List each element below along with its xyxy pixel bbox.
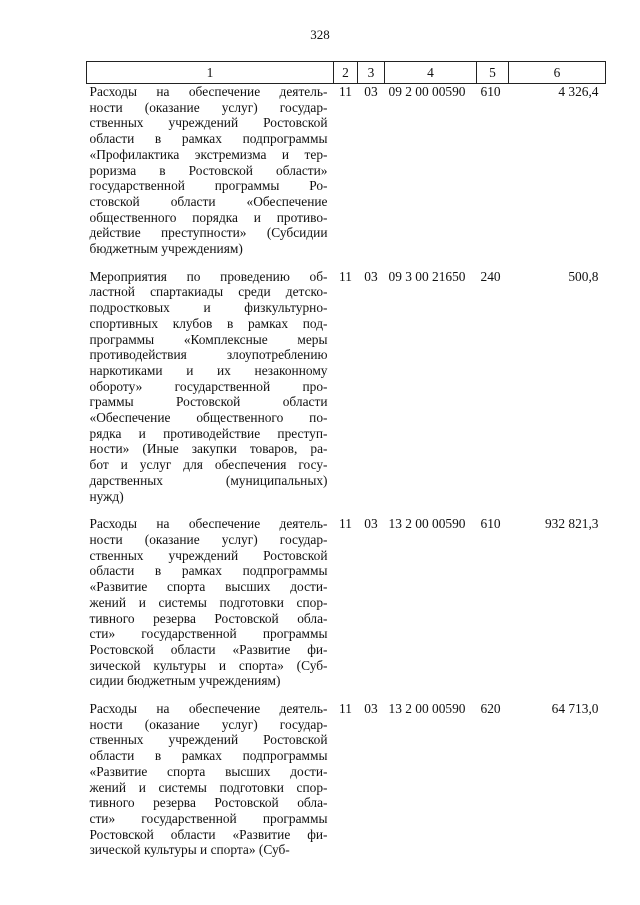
description-line: зической культуры и спорта» (Суб- <box>89 657 328 673</box>
header-col-6: 6 <box>509 62 606 84</box>
description-line: сидии бюджетным учреждениям) <box>89 673 281 689</box>
description-line: ности (оказание услуг) государ- <box>89 99 328 115</box>
header-col-3: 3 <box>358 62 385 84</box>
budget-table <box>86 61 606 870</box>
description-line: нужд) <box>89 488 124 504</box>
description-line: дарственных (муниципальных) <box>89 472 328 488</box>
row-vr: 610 <box>480 516 501 532</box>
description-line: общественного порядка и противо- <box>89 209 328 225</box>
description-line: противодействия злоупотреблению <box>89 347 328 363</box>
description-line: зической культуры и спорта» (Суб- <box>89 842 290 858</box>
description-line: программы «Комплексные меры <box>89 331 328 347</box>
description-line: стовской области «Обеспечение <box>89 193 328 209</box>
row-rz: 11 <box>339 84 352 99</box>
table-header-row <box>87 62 606 84</box>
description-line: бот и услуг для обеспечения госу- <box>89 457 328 473</box>
description-line: рядка и противодействие преступ- <box>89 425 328 441</box>
description-line: спортивных клубов в рамках под- <box>89 315 328 331</box>
row-vr: 620 <box>480 701 501 717</box>
description-line: ности (оказание услуг) государ- <box>89 716 328 732</box>
header-col-2: 2 <box>334 62 358 84</box>
description-line: Ростовской области «Развитие фи- <box>89 641 328 657</box>
row-csr: 09 3 00 21650 <box>388 268 466 284</box>
description-line: сти» государственной программы <box>89 626 328 642</box>
row-pr: 03 <box>364 516 378 532</box>
row-vr: 610 <box>480 84 501 99</box>
table-row <box>87 84 606 269</box>
description-line: сти» государственной программы <box>89 810 328 826</box>
description-line: ности» (Иные закупки товаров, ра- <box>89 441 328 457</box>
description-line: «Обеспечение общественного по- <box>89 410 328 426</box>
table-row <box>87 516 606 701</box>
row-description <box>87 701 334 870</box>
description-line: Расходы на обеспечение деятель- <box>89 701 328 717</box>
description-line: «Развитие спорта высших дости- <box>89 763 328 779</box>
row-csr: 09 2 00 00590 <box>388 84 466 99</box>
row-csr: 13 2 00 00590 <box>388 701 466 717</box>
row-vr: 240 <box>480 268 501 284</box>
description-line: роризма в Ростовской области» <box>89 162 328 178</box>
row-description <box>87 269 334 517</box>
description-line: бюджетным учреждениям) <box>89 241 243 257</box>
description-line: тивного резерва Ростовской обла- <box>89 795 328 811</box>
description-line: ственных учреждений Ростовской <box>89 547 328 563</box>
description-line: наркотиками и их незаконному <box>89 362 328 378</box>
description-line: области в рамках подпрограммы <box>89 563 328 579</box>
row-amount: 4 326,4 <box>558 84 599 99</box>
description-line: граммы Ростовской области <box>89 394 328 410</box>
page-number: 328 <box>310 27 330 42</box>
description-line: Ростовской области «Развитие фи- <box>89 826 328 842</box>
description-line: подростковых и физкультурно- <box>89 300 328 316</box>
table-body <box>87 84 606 871</box>
description-line: тивного резерва Ростовской обла- <box>89 610 328 626</box>
row-rz: 11 <box>339 268 352 284</box>
description-line: действие преступности» (Субсидии <box>89 225 328 241</box>
row-rz: 11 <box>339 701 352 717</box>
row-amount: 932 821,3 <box>544 516 599 532</box>
description-line: Мероприятия по проведению об- <box>89 268 328 284</box>
header-col-5: 5 <box>477 62 509 84</box>
description-line: области в рамках подпрограммы <box>89 748 328 764</box>
row-rz: 11 <box>339 516 352 532</box>
row-csr: 13 2 00 00590 <box>388 516 466 532</box>
row-amount: 64 713,0 <box>551 701 599 717</box>
row-description <box>87 84 334 269</box>
description-line: ластной спартакиады среди детско- <box>89 284 328 300</box>
row-pr: 03 <box>364 701 378 717</box>
description-line: обороту» государственной про- <box>89 378 328 394</box>
description-line: жений и системы подготовки спор- <box>89 594 328 610</box>
row-pr: 03 <box>364 268 378 284</box>
header-col-4: 4 <box>385 62 477 84</box>
row-amount: 500,8 <box>568 268 599 284</box>
description-line: Расходы на обеспечение деятель- <box>89 516 328 532</box>
description-line: области в рамках подпрограммы <box>89 131 328 147</box>
description-line: ности (оказание услуг) государ- <box>89 531 328 547</box>
description-line: жений и системы подготовки спор- <box>89 779 328 795</box>
row-description <box>87 516 334 701</box>
description-line: «Развитие спорта высших дости- <box>89 579 328 595</box>
description-line: «Профилактика экстремизма и тер- <box>89 146 328 162</box>
row-pr: 03 <box>364 84 378 99</box>
header-col-1: 1 <box>87 62 334 84</box>
description-line: ственных учреждений Ростовской <box>89 732 328 748</box>
description-line: Расходы на обеспечение деятель- <box>89 84 328 99</box>
table-row <box>87 269 606 517</box>
table-row <box>87 701 606 870</box>
description-line: ственных учреждений Ростовской <box>89 115 328 131</box>
description-line: государственной программы Ро- <box>89 178 328 194</box>
